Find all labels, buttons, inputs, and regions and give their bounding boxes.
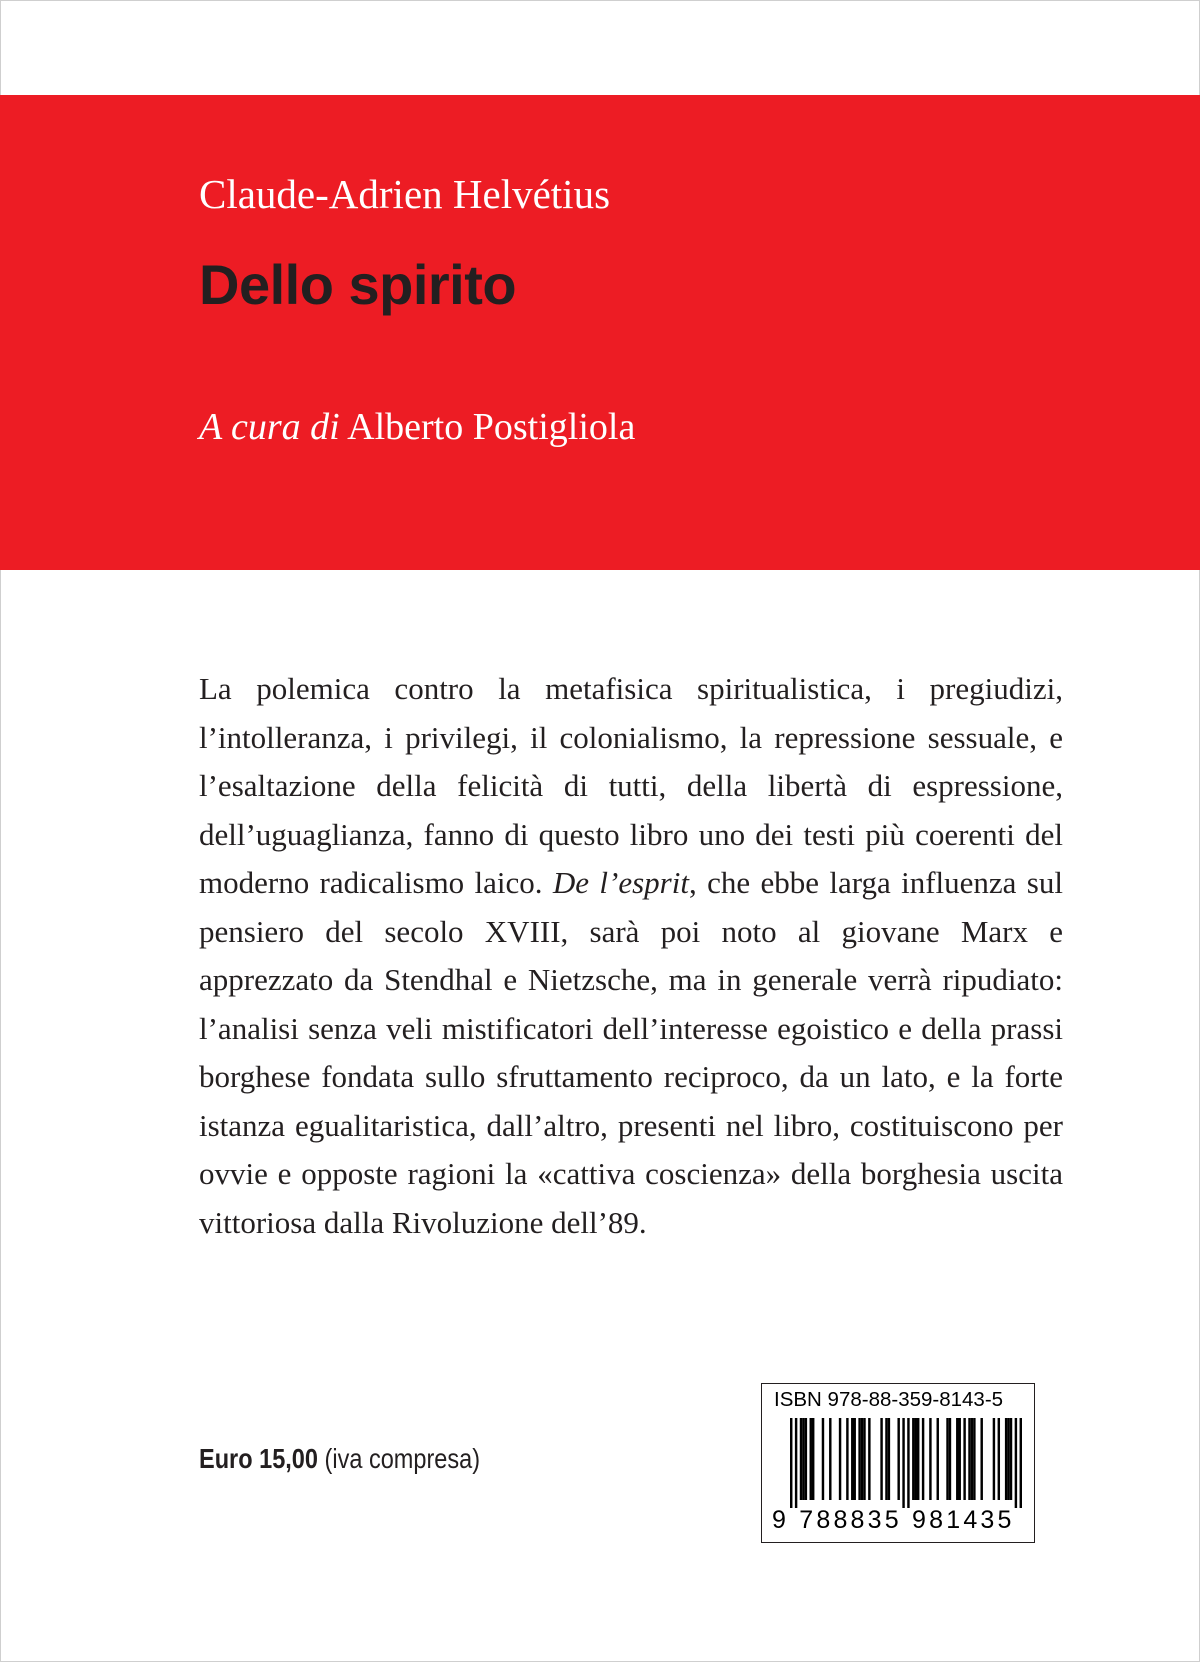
book-title: Dello spirito: [199, 253, 517, 316]
author-name: Claude-Adrien Helvétius: [199, 171, 611, 217]
barcode-bar: [973, 1418, 975, 1500]
barcode-guard-bar: [907, 1418, 909, 1508]
barcode-bar: [880, 1418, 882, 1500]
barcode-bar: [897, 1418, 899, 1500]
blurb-text-part2: , che ebbe larga influenza sul pensiero del secolo XVIII, sarà poi noto al giovane Marx e apprezzato da Stendhal e Nietzsche, ma in generale verrà ripudiato: l’analisi senza veli mistificatori dell’interesse egoistico e della prassi borghese fondata sullo sfruttamento reciproco, da un lato, e la forte istanza egualitaristica, dall’altro, presenti nel libro, costituiscono per ovvie e opposte ragioni la «cattiva coscienza» della borghesia uscita vittoriosa dalla Rivoluzione dell’89.: [199, 865, 1063, 1240]
blurb-work-title: De l’esprit: [552, 865, 689, 900]
barcode-bar: [946, 1418, 948, 1500]
editor-name: Alberto Postigliola: [347, 406, 636, 448]
barcode-bar: [959, 1418, 961, 1500]
barcode-bar: [802, 1418, 804, 1500]
barcode-bar: [922, 1418, 924, 1500]
barcode-bar: [805, 1418, 807, 1500]
barcode-bar: [800, 1418, 802, 1500]
barcode-bar: [1010, 1418, 1012, 1500]
back-cover-blurb: [199, 665, 1063, 1247]
barcode-bar: [868, 1418, 870, 1500]
price-note: (iva compresa): [324, 1443, 481, 1474]
barcode-box: [761, 1383, 1035, 1543]
editor-label: A cura di: [199, 406, 340, 448]
barcode-bar: [963, 1418, 965, 1500]
barcode-bar: [912, 1418, 914, 1500]
price-amount: Euro 15,00: [199, 1443, 318, 1474]
barcode-bar: [968, 1418, 970, 1500]
barcode-bar: [998, 1418, 1000, 1500]
barcode-guard-bar: [790, 1418, 792, 1508]
barcode-bar: [858, 1418, 860, 1500]
barcode-bar: [980, 1418, 982, 1500]
barcode-guard-bar: [795, 1418, 797, 1508]
barcode-bar: [888, 1418, 890, 1500]
barcode-guard-bar: [1020, 1418, 1022, 1508]
editor-line: [199, 405, 635, 449]
barcode-bar: [812, 1418, 814, 1500]
barcode-bar: [853, 1418, 855, 1500]
barcode-bar: [993, 1418, 995, 1500]
barcode-bar: [810, 1418, 812, 1500]
barcode-bar: [929, 1418, 931, 1500]
barcode-bar: [949, 1418, 951, 1500]
barcode-bar: [917, 1418, 919, 1500]
barcode-bar: [863, 1418, 865, 1500]
barcode-guard-bar: [902, 1418, 904, 1508]
barcode-bar: [839, 1418, 841, 1500]
barcode-bar: [851, 1418, 853, 1500]
barcode-bar: [956, 1418, 958, 1500]
barcode-bar: [971, 1418, 973, 1500]
barcode-icon: [790, 1418, 1022, 1508]
blurb-text-part1: La polemica contro la metafisica spiritualistica, i pregiudizi, l’intolleranza, i privilegi, il colonialismo, la repressione sessuale, e l’esaltazione della felicità di tutti, della libertà di espressione, dell’uguaglianza, fanno di questo libro uno dei testi più coerenti del moderno radicalismo laico.: [199, 671, 1063, 900]
barcode-bar: [1005, 1418, 1007, 1500]
price-line: [199, 1443, 480, 1475]
barcode-guard-bar: [1015, 1418, 1017, 1508]
barcode-bar: [915, 1418, 917, 1500]
barcode-bar: [846, 1418, 848, 1500]
barcode-bar: [1007, 1418, 1009, 1500]
barcode-bar: [861, 1418, 863, 1500]
barcode-digits: 9 788835 981435: [772, 1506, 1015, 1534]
isbn-label: ISBN 978-88-359-8143-5: [774, 1388, 1004, 1411]
barcode-bar: [885, 1418, 887, 1500]
barcode-bar: [822, 1418, 824, 1500]
cover-red-band: [0, 95, 1200, 570]
barcode-bar: [829, 1418, 831, 1500]
barcode-bar: [937, 1418, 939, 1500]
